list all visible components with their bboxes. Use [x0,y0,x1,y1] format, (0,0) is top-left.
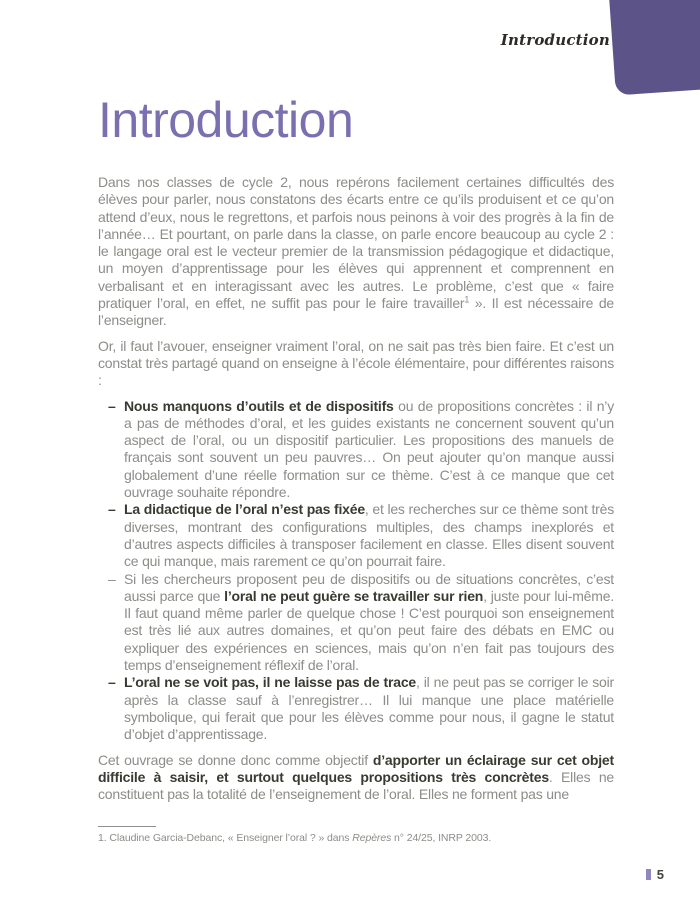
footnote-separator [98,826,156,827]
bullet-text [124,571,614,675]
italic-text-segment: Repères [352,832,392,844]
bold-text-segment: l’oral ne peut guère se travailler sur rien [224,587,484,604]
bullet-item [98,571,614,675]
bullet-item [98,674,614,743]
text-segment: ou de propositions concrètes : il n’y a pas de méthodes d’oral, et les guides existants ne concernent souvent qu’un aspect de l’oral, ou un dispositif particulier. Les propositions des manuels de français sont souvent un peu pauvres… On peut ajouter qu’on manque aussi globalement d’une réelle formation sur ce thème. C’est à ce manque que cet ouvrage souhaite répondre. [124,397,615,501]
chapter-corner-tab [608,0,700,95]
bold-text-segment: d’apporter un éclairage sur cet objet difficile à saisir, et surtout quelques propositions très concrètes [98,751,614,785]
footnote-reference: 1 [464,294,470,305]
text-segment: n° 24/25, INRP 2003. [391,832,492,844]
text-segment: Or, il faut l’avouer, enseigner vraiment l’oral, on ne sait pas très bien faire. Et c’est un constat très partagé quand on enseigne à l’école élémentaire, pour différentes raisons : [98,337,614,389]
body-paragraph [98,752,614,804]
text-segment: , juste pour lui-même. Il faut quand même parler de quelque chose ! C’est pourquoi son enseignement est très lié aux autres domaines, et qu’on peut faire des débats en EMC ou expliquer des expériences en sciences, mais qu’on n’en fait pas toujours des temps d’enseignement réflexif de l’oral. [124,587,614,674]
text-segment: , et les recherches sur ce thème sont très diverses, montrant des configurations multiples, des champs inexplorés et d’autres aspects difficiles à transposer facilement en classe. Elles disent souvent ce qui manque, mais rarement ce qu’on pourrait faire. [124,501,614,570]
footnote [98,832,614,845]
chapter-title: Introduction [98,92,354,148]
running-header: Introduction [500,31,610,49]
bullet-dash: – [108,501,116,518]
text-segment: Cet ouvrage se donne donc comme objectif [98,751,373,768]
bullet-dash: – [108,674,116,691]
bold-text-segment: Nous manquons d’outils et de dispositifs [124,397,394,414]
text-segment: Dans nos classes de cycle 2, nous repérons facilement certaines difficultés des élèves pour parler, nous constatons des écarts entre ce qu’ils produisent et ce qu’on attend d’eux, nous le regrettons, et parfois nous peinons à voir des progrès à la fin de l’année… Et pourtant, on parle dans la classe, on parle encore beaucoup au cycle 2 : le langage oral est le vecteur premier de la transmission pédagogique et didactique, un moyen d’apprentissage pour les élèves qui apprennent et comprennent en verbalisant et en interagissant avec les autres. Le problème, c’est que « faire pratiquer l’oral, en effet, ne suffit pas pour le faire travailler [98,174,614,312]
text-segment: ». Il est nécessaire de l’enseigner. [98,295,614,329]
bullet-text [124,398,614,502]
page-number: 5 [656,867,664,882]
bullet-dash: – [108,397,116,414]
text-segment: , il ne peut pas se corriger le soir après la classe sauf à l’enregistrer… Il lui manque une place matérielle symbolique, qui ferait que pour les élèves comme pour nous, il gagne le statut d’objet d’apprentissage. [124,674,614,743]
text-segment: 1. Claudine Garcia-Debanc, « Enseigner l’oral ? » dans [98,832,353,844]
bullet-dash: – [108,570,116,587]
page-number-marker [646,869,651,880]
bullet-item [98,398,614,502]
body-paragraph [98,338,614,390]
footnote-area [98,826,614,845]
bullet-text [124,674,614,743]
bold-text-segment: La didactique de l’oral n’est pas fixée [124,501,365,518]
text-segment: . Elles ne constituent pas la totalité de l’enseignement de l’oral. Elles ne forment pas une [98,768,614,803]
body-text [98,174,614,803]
text-segment: Si les chercheurs proposent peu de dispositifs ou de situations concrètes, c’est aussi parce que [124,570,614,604]
bullet-text [124,501,614,570]
page-footer [646,867,664,882]
bullet-item [98,501,614,570]
body-paragraph [98,174,614,330]
bold-text-segment: L’oral ne se voit pas, il ne laisse pas de trace [124,674,417,691]
